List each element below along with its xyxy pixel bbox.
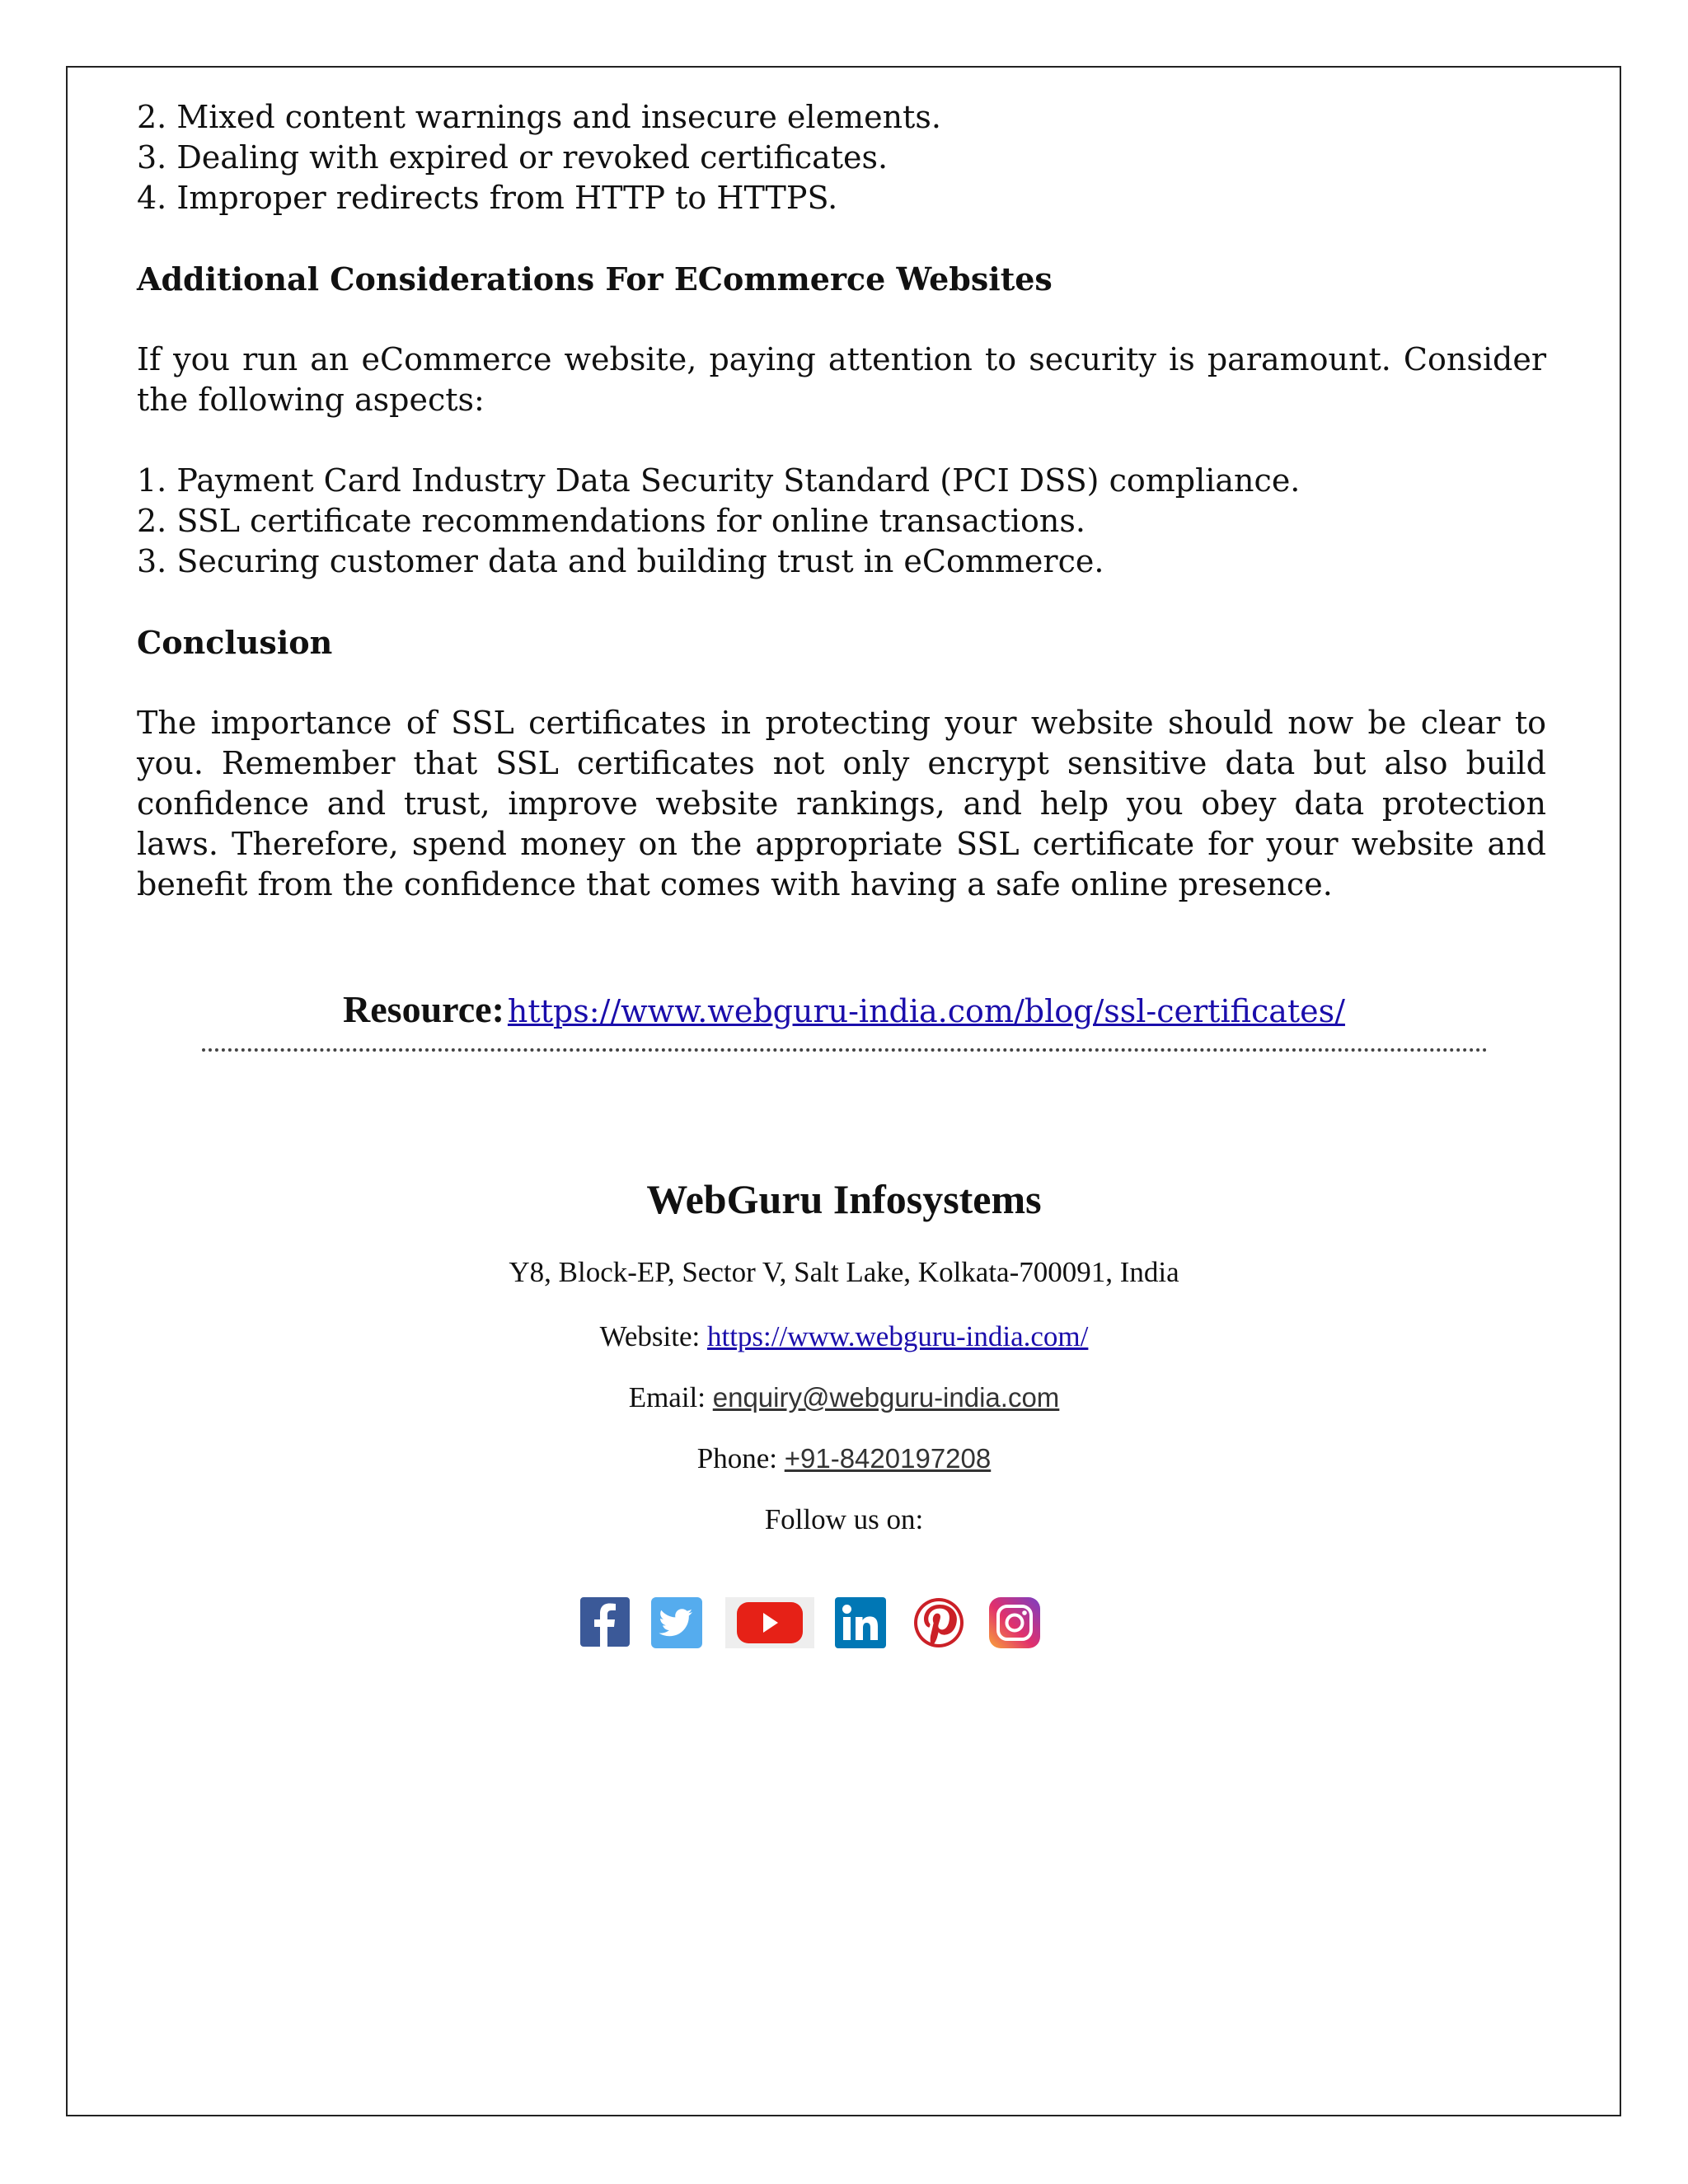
twitter-icon[interactable] [651, 1597, 702, 1648]
resource-line [0, 987, 1688, 1031]
phone-label: Phone: [696, 1442, 777, 1474]
ecommerce-intro: If you run an eCommerce website, paying attention to security is paramount. Consider the following aspects: [137, 341, 1546, 418]
website-line [0, 1317, 1688, 1357]
list-item: 1. Payment Card Industry Data Security Standard (PCI DSS) compliance. [137, 462, 1301, 499]
section-heading-ecommerce: Additional Considerations For ECommerce Websites [137, 260, 1053, 298]
list-item: 4. Improper redirects from HTTP to HTTPS. [137, 180, 838, 216]
resource-label: Resource: [343, 988, 504, 1030]
resource-link[interactable]: https://www.webguru-india.com/blog/ssl-certificates/ [507, 993, 1345, 1029]
social-icons [0, 1597, 1688, 1655]
phone-line [0, 1439, 1688, 1479]
list-item: 3. Securing customer data and building trust in eCommerce. [137, 543, 1104, 579]
website-link[interactable]: https://www.webguru-india.com/ [706, 1320, 1089, 1352]
phone-link[interactable]: +91-8420197208 [784, 1443, 992, 1474]
linkedin-icon[interactable] [835, 1597, 886, 1648]
email-link[interactable]: enquiry@webguru-india.com [712, 1382, 1060, 1413]
instagram-icon[interactable] [989, 1597, 1040, 1648]
document-body [137, 97, 1546, 905]
email-label: Email: [628, 1381, 706, 1413]
list-item: 2. Mixed content warnings and insecure elements. [137, 99, 941, 135]
section-heading-conclusion: Conclusion [137, 624, 333, 661]
follow-label: Follow us on: [764, 1503, 924, 1535]
list-item: 3. Dealing with expired or revoked certificates. [137, 139, 889, 176]
conclusion-text: The importance of SSL certificates in protecting your website should now be clear to you. Remember that SSL certificates not only encrypt sensitive data but also build confidence and trust, improve website rankings, and help you obey data protection laws. Therefore, spend money on the appropriate SSL certificate for your website and benefit from the confidence that comes with having a safe online presence. [137, 705, 1546, 902]
youtube-icon[interactable] [725, 1597, 814, 1648]
company-name: WebGuru Infosystems [646, 1176, 1042, 1222]
website-label: Website: [599, 1320, 701, 1352]
pinterest-icon[interactable] [913, 1597, 964, 1648]
email-line [0, 1378, 1688, 1418]
dotted-divider [202, 1048, 1488, 1052]
company-address: Y8, Block-EP, Sector V, Salt Lake, Kolkata-700091, India [509, 1256, 1179, 1288]
company-footer [0, 1170, 1688, 1540]
facebook-icon[interactable] [580, 1597, 630, 1647]
list-item: 2. SSL certificate recommendations for online transactions. [137, 503, 1085, 539]
